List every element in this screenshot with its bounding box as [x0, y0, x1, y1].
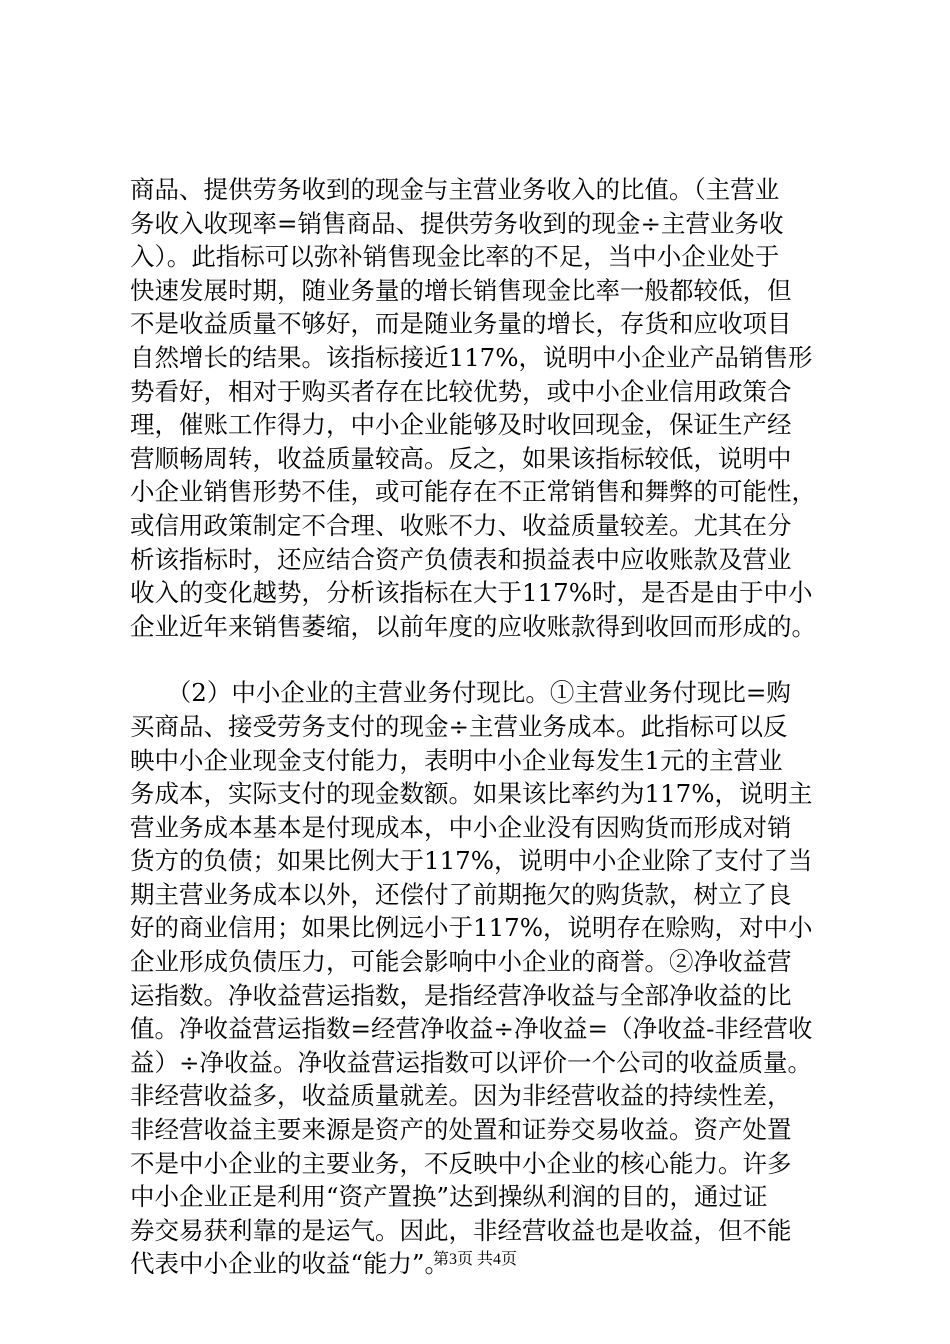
text-line: 务成本，实际支付的现金数额。如果该比率约为117%，说明主: [130, 779, 813, 809]
text-line: 中小企业正是利用“资产置换”达到操纵利润的目的，通过证: [130, 1182, 768, 1212]
text-line: 不是中小企业的主要业务，不反映中小企业的核心能力。许多: [130, 1148, 792, 1178]
text-line: 析该指标时，还应结合资产负债表和损益表中应收账款及营业: [130, 544, 792, 574]
text-line: 非经营收益多，收益质量就差。因为非经营收益的持续性差，: [130, 1081, 792, 1111]
text-line: 或信用政策制定不合理、收账不力、收益质量较差。尤其在分: [130, 510, 792, 540]
text-line: 商品、提供劳务收到的现金与主营业务收入的比值。（主营业: [130, 175, 780, 204]
document-body: [130, 173, 850, 1281]
text-line: 券交易获利靠的是运气。因此，非经营收益也是收益，但不能: [130, 1215, 792, 1245]
text-line: 映中小企业现金支付能力，表明中小企业每发生1元的主营业: [130, 745, 783, 775]
text-line: 不是收益质量不够好，而是随业务量的增长，存货和应收项目: [130, 309, 792, 339]
text-line: 务收入收现率=销售商品、提供劳务收到的现金÷主营业务收: [130, 208, 784, 238]
text-line: 代表中小企业的收益“能力”。: [130, 1249, 450, 1279]
text-line: 快速发展时期，随业务量的增长销售现金比率一般都较低，但: [130, 275, 792, 305]
text-line: 好的商业信用；如果比例远小于117%，说明存在赊购，对中小: [130, 913, 813, 943]
text-line: 企业近年来销售萎缩，以前年度的应收账款得到收回而形成的。: [130, 611, 816, 641]
text-line: 营业务成本基本是付现成本，中小企业没有因购货而形成对销: [130, 812, 792, 842]
text-line: 营顺畅周转，收益质量较高。反之，如果该指标较低，说明中: [130, 443, 792, 473]
text-line: 企业形成负债压力，可能会影响中小企业的商誉。②净收益营: [130, 947, 792, 977]
text-line: 益）÷净收益。净收益营运指数可以评价一个公司的收益质量。: [130, 1047, 813, 1077]
text-line: 期主营业务成本以外，还偿付了前期拖欠的购货款，树立了良: [130, 879, 792, 909]
text-line: 入）。此指标可以弥补销售现金比率的不足，当中小企业处于: [130, 242, 780, 272]
text-line: 值。净收益营运指数=经营净收益÷净收益=（净收益-非经营收: [130, 1014, 813, 1044]
text-line: 运指数。净收益营运指数，是指经营净收益与全部净收益的比: [130, 980, 792, 1010]
text-line: （2）中小企业的主营业务付现比。①主营业务付现比=购: [130, 678, 791, 708]
text-line: 非经营收益主要来源是资产的处置和证券交易收益。资产处置: [130, 1115, 792, 1145]
text-line: 买商品、接受劳务支付的现金÷主营业务成本。此指标可以反: [130, 711, 788, 741]
text-line: 理，催账工作得力，中小企业能够及时收回现金，保证生产经: [130, 410, 792, 440]
page-footer: 第3页 共4页: [432, 1251, 517, 1268]
text-line: 自然增长的结果。该指标接近117%，说明中小企业产品销售形: [130, 342, 813, 372]
text-line: 收入的变化越势，分析该指标在大于117%时，是否是由于中小: [130, 578, 813, 608]
text-line: 小企业销售形势不佳，或可能存在不正常销售和舞弊的可能性，: [130, 477, 816, 507]
paragraph-1: [130, 173, 850, 643]
text-line: 势看好，相对于购买者存在比较优势，或中小企业信用政策合: [130, 376, 792, 406]
text-line: 货方的负债；如果比例大于117%，说明中小企业除了支付了当: [130, 846, 813, 876]
paragraph-2: [130, 676, 850, 1281]
